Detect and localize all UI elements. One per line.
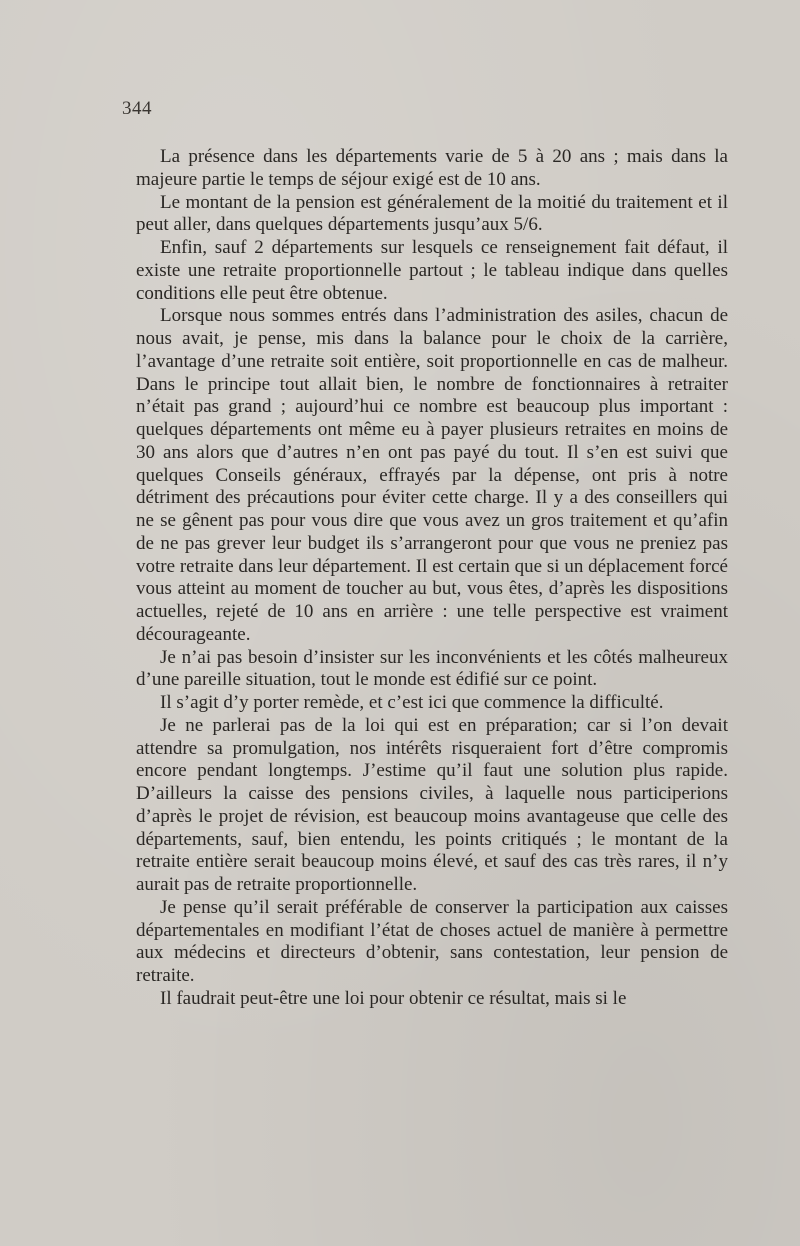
paragraph: Je ne parlerai pas de la loi qui est en préparation; car si l’on devait attendre sa promulgation, nos intérêts risqueraient fort d’être compromis encore pendant longtemps. J’estime qu’il faut une solution plus rapide. D’ailleurs la caisse des pensions civiles, à laquelle nous participerions d’après le projet de révision, est beaucoup moins avantageuse que celle des départements, sauf, bien entendu, les points critiqués ; le montant de la retraite entière serait beaucoup moins élevé, et sauf des cas très rares, il n’y aurait pas de retraite proportionnelle. [136,714,728,895]
body-text [136,146,728,1011]
paragraph: Il faudrait peut-être une loi pour obtenir ce résultat, mais si le [160,987,627,1009]
paragraph: Je pense qu’il serait préférable de conserver la participation aux caisses départementales en modifiant l’état de choses actuel de manière à permettre aux médecins et directeurs d’obtenir, sans contestation, leur pension de retraite. [136,896,728,986]
paragraph: Enfin, sauf 2 départements sur lesquels ce renseignement fait défaut, il existe une retraite proportionnelle partout ; le tableau indique dans quelles conditions elle peut être obtenue. [136,237,728,304]
paragraph: La présence dans les départements varie de 5 à 20 ans ; mais dans la majeure partie le temps de séjour exigé est de 10 ans. [136,146,728,190]
paragraph: Il s’agit d’y porter remède, et c’est ici que commence la difficulté. [160,692,664,713]
paragraph: Le montant de la pension est généralement de la moitié du traitement et il peut aller, dans quelques départements jusqu’aux 5/6. [136,191,728,236]
page-number: 344 [122,98,152,119]
paragraph: Lorsque nous sommes entrés dans l’administration des asiles, chacun de nous avait, je pense, mis dans la balance pour le choix de la carrière, l’avantage d’une retraite soit entière, soit proportionnelle en cas de malheur. Dans le principe tout allait bien, le nombre de fonctionnaires à retraiter n’était pas grand ; aujourd’hui ce nombre est beaucoup plus important : quelques départements ont même eu à payer plusieurs retraites en moins de 30 ans alors que d’autres n’en ont pas payé du tout. Il s’en est suivi que quelques Conseils généraux, effrayés par la dépense, ont pris à notre détriment des précautions pour éviter cette charge. Il y a des conseillers qui ne se gênent pas pour vous dire que vous avez un gros traitement et qu’afin de ne pas grever leur budget ils s’arrangeront pour que vous ne preniez pas votre retraite dans leur département. Il est certain que si un déplacement forcé vous atteint au moment de toucher au but, vous êtes, d’après les dispositions actuelles, rejeté de 10 ans en arrière : une telle perspective est vraiment décourageante. [136,305,728,645]
paragraph: Je n’ai pas besoin d’insister sur les inconvénients et les côtés malheureux d’une pareille situation, tout le monde est édifié sur ce point. [136,646,728,691]
